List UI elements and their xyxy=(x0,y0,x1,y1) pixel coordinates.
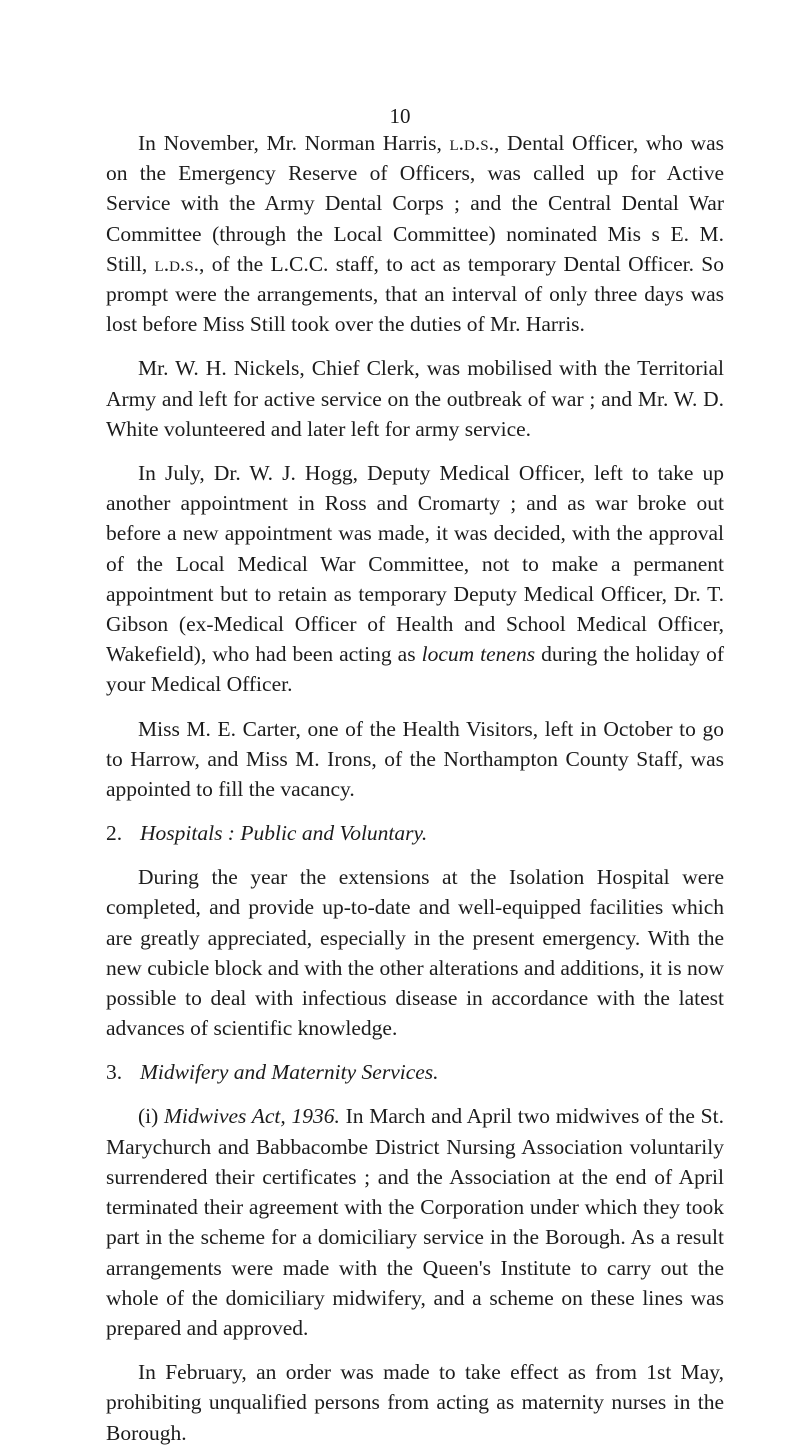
paragraph-deputy-medical-officer: In July, Dr. W. J. Hogg, Deputy Medical Officer, left to take up another appointment in Ross and Cromarty ; and as war broke out before a new appointment was made, it was decided, with the approval of the Local Medical War Committee, not to make a permanent appointment but to retain as temporary Deputy Medical Officer, Dr. T. Gibson (ex-Medical Officer of Health and School Medical Officer, Wakefield), who had been acting as locum tenens during the holiday of your Medical Officer. xyxy=(106,461,724,697)
act-title: Midwives Act, 1936. xyxy=(164,1104,340,1129)
section-title: Hospitals : Public and Voluntary. xyxy=(140,821,428,846)
section-number: 3. xyxy=(106,1060,123,1085)
paragraph-staff-clerks: Mr. W. H. Nickels, Chief Clerk, was mobilised with the Territorial Army and left for active service on the outbreak of war ; and Mr. W. D. White volunteered and later left for army service. xyxy=(106,356,724,441)
paragraph-isolation-hospital: During the year the extensions at the Isolation Hospital were completed, and provide up-to-date and well-equipped facilities which are greatly appreciated, especially in the present emergency. With the new cubicle block and with the other alterations and additions, it is now possible to deal with infectious disease in accordance with the latest advances of scientific knowledge. xyxy=(106,865,724,1041)
paragraph-midwives-act: (i) Midwives Act, 1936. In March and April two midwives of the St. Marychurch and Babbacombe District Nursing Association voluntarily surrendered their certificates ; and the Association at the end of April terminated their agreement with the Corporation under which they took part in the scheme for a domiciliary service in the Borough. As a result arrangements were made with the Queen's Institute to carry out the whole of the domiciliary midwifery, and a scheme on these lines was prepared and approved. xyxy=(106,1104,724,1340)
degree-abbrev: l.d.s. xyxy=(154,251,200,276)
page-number: 10 xyxy=(389,104,411,128)
degree-abbrev: l.d.s. xyxy=(449,131,494,155)
section-heading-midwifery xyxy=(106,1057,724,1087)
paragraph-health-visitors: Miss M. E. Carter, one of the Health Visitors, left in October to go to Harrow, and Miss M. Irons, of the Northampton County Staff, was appointed to fill the vacancy. xyxy=(106,716,724,802)
section-number: 2. xyxy=(106,821,123,846)
section-heading-hospitals xyxy=(106,818,724,848)
latin-phrase: locum tenens xyxy=(421,642,536,667)
paragraph-maternity-nurses-order: In February, an order was made to take effect as from 1st May, prohibiting unqualified persons from acting as maternity nurses in the Borough. xyxy=(106,1360,724,1445)
section-title: Midwifery and Maternity Services. xyxy=(140,1060,439,1085)
paragraph-staff-dental: In November, Mr. Norman Harris, l.d.s., Dental Officer, who was on the Emergency Reserve of Officers, was called up for Active Service with the Army Dental Corps ; and the Central Dental War Committee (through the Local Committee) nominated Mis s E. M. Still, l.d.s., of the L.C.C. staff, to act as temporary Dental Officer. So prompt were the arrangements, that an interval of only three days was lost before Miss Still took over the duties of Mr. Harris. xyxy=(106,131,724,337)
page-body xyxy=(106,128,724,1448)
